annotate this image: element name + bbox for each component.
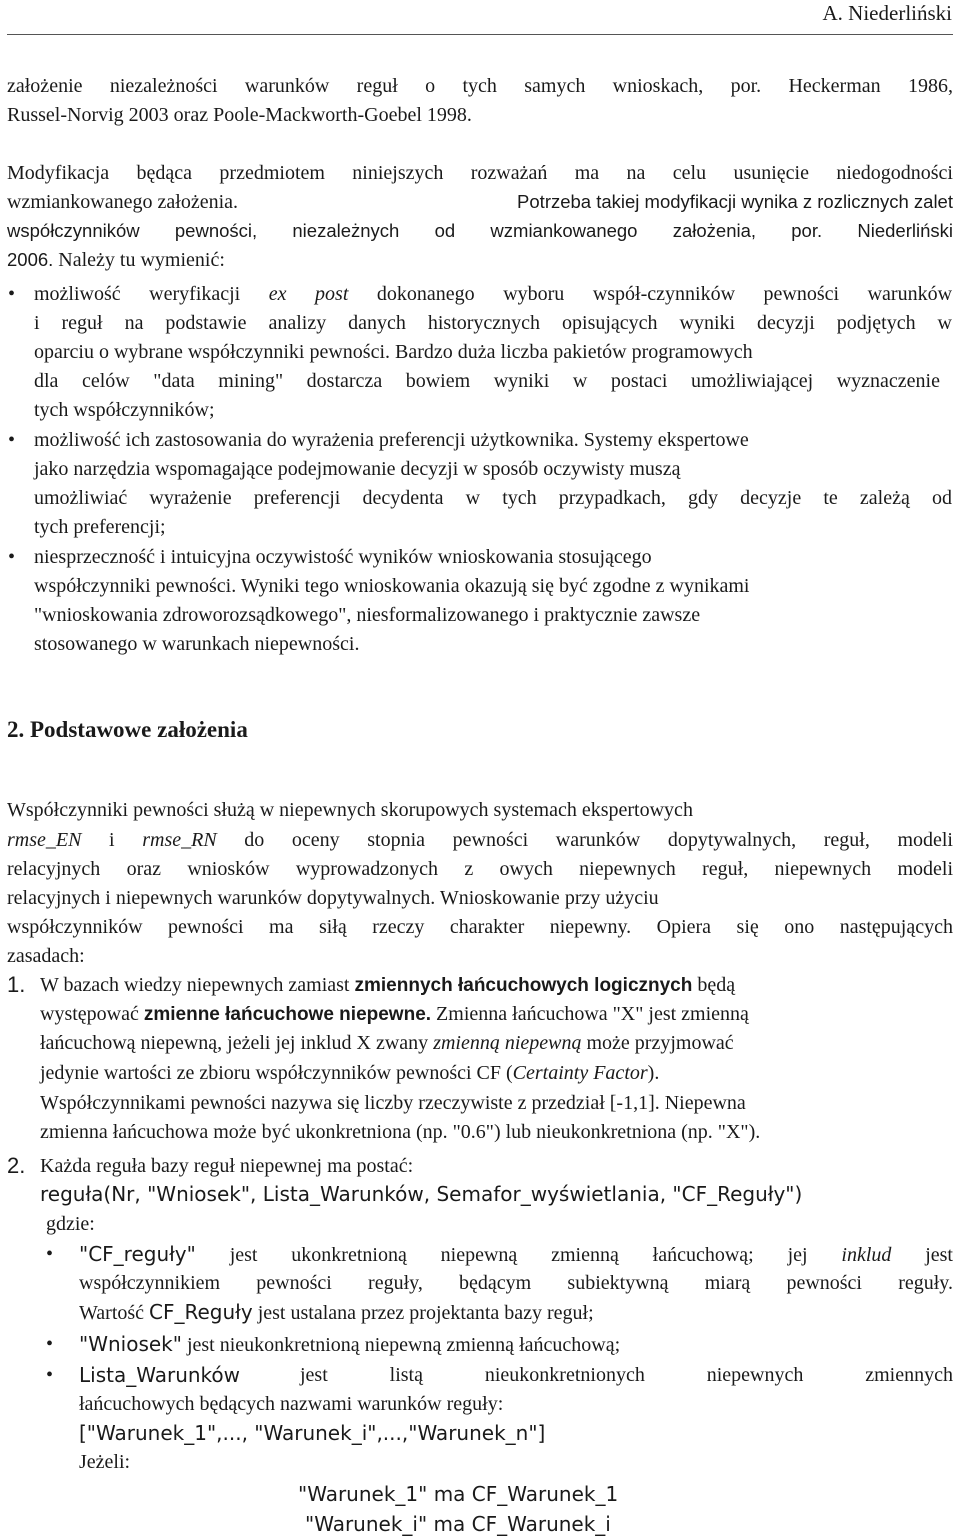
header-rule [7,34,953,35]
sub-bullet-3-b: jest listą nieukonkretnionych niepewnych zmiennych [300,1364,953,1386]
sub-bullet-1-d: jest [891,1244,953,1266]
bullet-3-line-1: niesprzeczność i intuicyjna oczywistość wyników wnioskowania stosującego [34,546,652,568]
cf-regula-term: "CF_reguły" [79,1242,196,1266]
bullet-1-l3-b: Bardzo duża liczba pakietów programowych [390,341,753,363]
intro-year: 2006. [7,249,54,270]
condition-i-cf: "Warunek_i" ma CF_Warunek_i [305,1512,611,1536]
bullet-1-line-5: tych współczynników; [34,399,215,421]
bullet-1-text-a: możliwość weryfikacji [34,283,269,305]
item-1-l2-c: Zmienna łańcuchowa "X" jest zmienną [431,1003,749,1025]
bullet-3-line-3: "wnioskowania zdroworozsądkowego", niesformalizowanego i praktycznie zawsze [34,604,701,626]
item-1-line-3 [40,1029,734,1057]
shell-name-en: rmse_EN [7,829,82,851]
bullet-3-line-2 [34,572,750,600]
wniosek-term: "Wniosek" [79,1332,182,1356]
item-1-line-4 [40,1059,659,1087]
bullet-1-line-1 [34,280,952,308]
body-line-4: relacyjnych i niepewnych warunków dopytywalnych. Wnioskowanie przy użyciu [7,887,659,909]
sub-bullet-1-line-3 [79,1298,594,1327]
body-line-1: Współczynniki pewności służą w niepewnych skorupowych systemach ekspertowych [7,799,693,821]
sub-bullet-1-italic: inklud [841,1244,892,1266]
section-heading: 2. Podstawowe założenia [7,717,248,742]
bullet-dot-1: • [8,283,16,305]
item-1-line-2 [40,1000,749,1029]
condition-list: ["Warunek_1",..., "Warunek_i",...,"Warunek_n"] [79,1421,546,1445]
body-line-5: współczynników pewności ma siłą rzeczy charakter niepewny. Opiera się ono następujących [7,916,953,938]
item-1-l4-c: ). [647,1062,660,1084]
item-2-number: 2. [7,1153,26,1178]
bullet-1-line-3 [34,338,753,366]
body-line-3: relacyjnych oraz wniosków wyprowadzonych z owych niepewnych reguł, niepewnych modeli [7,858,953,880]
sub-bullet-1-line-2: współczynnikiem pewności reguły, będącym subiektywną miarą pewności reguły. [79,1272,953,1294]
item-1-line-5: Współczynnikami pewności nazywa się liczby rzeczywiste z przedział [-1,1]. Niepewna [40,1092,746,1114]
item-1-l2-a: występować [40,1003,144,1025]
sub-bullet-1-line-1 [79,1240,953,1269]
shell-name-rn: rmse_RN [142,829,217,851]
item-1-bold-uncertain: zmienne łańcuchowe niepewne. [143,1004,432,1025]
bullet-1-line-2: i reguł na podstawie analizy danych historycznych opisujących wyniki decyzji podjętych w [34,312,952,334]
condition-1-cf: "Warunek_1" ma CF_Warunek_1 [298,1482,619,1506]
body-line-6: zasadach: [7,945,85,967]
sub-bullet-dot-2: • [46,1333,54,1355]
intro-line-2: Russel-Norvig 2003 oraz Poole-Mackworth-Goebel 1998. [7,104,472,126]
sub-bullet-dot-3: • [46,1364,54,1386]
bullet-3-line-4: stosowanego w warunkach niepewności. [34,633,360,655]
bullet-2-line-4: tych preferencji; [34,516,166,538]
bullet-2-l1-b: Systemy ekspertowe [578,429,749,451]
bullet-3-l2-b: Wyniki tego wnioskowania okazują się być zgodne z wynikami [236,575,750,597]
sub-bullet-1-b: jest ukonkretnioną niepewną zmienną łańcuchową; jej [195,1244,842,1266]
intro-line-6 [7,246,225,274]
intro-line-1: założenie niezależności warunków reguł o tych samych wnioskach, por. Heckerman 1986, [7,75,953,97]
item-1-line-6: zmienna łańcuchowa może być ukonkretniona (np. "0.6") lub nieukonkretniona (np. "X"). [40,1121,761,1143]
sub-bullet-2-line-1 [79,1330,620,1359]
bullet-3-l2-a: współczynniki pewności. [34,575,237,597]
body-line-2-rest: do oceny stopnia pewności warunków dopytywalnych, reguł, modeli [216,829,953,851]
sub-bullet-1-l3-c: jest ustalana przez projektanta bazy reguł; [252,1302,594,1324]
lista-warunkow-term: Lista_Warunków [79,1363,241,1387]
intro-line-4 [7,188,953,216]
item-1-l3-c: może przyjmować [581,1032,734,1054]
item-1-l1-a: W bazach wiedzy niepewnych zamiast [40,974,355,996]
if-label: Jeżeli: [79,1451,131,1473]
intro-line-5: współczynników pewności, niezależnych od wzmiankowanego założenia, por. Niederliński [7,220,953,241]
body-line-2 [7,826,953,854]
bullet-dot-2: • [8,429,16,451]
bullet-2-l1-a: możliwość ich zastosowania do wyrażenia preferencji użytkownika. [34,429,579,451]
item-1-bold-logical: zmiennych łańcuchowych logicznych [354,975,693,996]
item-1-line-1 [40,971,735,1000]
bullet-2-line-1 [34,426,749,454]
sub-bullet-3-line-2: łańcuchowych będących nazwami warunków reguły: [79,1393,504,1415]
intro-line-4-sans: Potrzeba takiej modyfikacji wynika z rozlicznych zalet [517,191,953,212]
bullet-1-text-c: dokonanego wyboru współ-czynników pewności warunków [348,283,953,305]
intro-line-3: Modyfikacja będąca przedmiotem niniejszych rozważań ma na celu usunięcie niedogodności [7,162,953,184]
intro-list-lead: Należy tu wymienić: [58,249,225,271]
item-1-number: 1. [7,972,26,997]
item-1-l3-a: łańcuchową niepewną, jeżeli jej inklud X zwany [40,1032,434,1054]
cf-regula-name: CF_Reguły [149,1300,253,1324]
sub-bullet-3-line-1 [79,1361,953,1390]
item-2-line-1: Każda reguła bazy reguł niepewnej ma postać: [40,1155,414,1177]
sub-bullet-dot-1: • [46,1243,54,1265]
item-1-l4-a: jedynie wartości ze zbioru współczynników pewności CF ( [40,1062,513,1084]
body-line-2-and: i [81,829,143,851]
sub-bullet-2-b: jest nieukonkretnioną niepewną zmienną łańcuchową; [181,1334,621,1356]
rule-syntax: reguła(Nr, "Wniosek", Lista_Warunków, Semafor_wyświetlania, "CF_Reguły") [40,1182,803,1206]
bullet-2-line-2: jako narzędzia wspomagające podejmowanie decyzji w sposób oczywisty muszą [34,458,681,480]
intro-line-4-serif: wzmiankowanego założenia. [7,191,239,213]
bullet-1-line-4: dla celów "data mining" dostarcza bowiem wyniki w postaci umożliwiającej wyznaczenie [34,370,940,392]
where-label: gdzie: [46,1213,95,1235]
bullet-1-l3-a: oparciu o wybrane współczynniki pewności. [34,341,391,363]
sub-bullet-1-l3-a: Wartość [79,1302,150,1324]
running-header-author: A. Niederliński [822,1,952,25]
item-1-italic-term: zmienną niepewną [433,1032,582,1054]
bullet-1-italic: ex post [268,283,349,305]
item-1-italic-cf: Certainty Factor [512,1062,648,1084]
bullet-2-line-3: umożliwiać wyrażenie preferencji decydenta w tych przypadkach, gdy decyzje te zależą od [34,487,952,509]
bullet-dot-3: • [8,546,16,568]
item-1-l1-c: będą [692,974,736,996]
